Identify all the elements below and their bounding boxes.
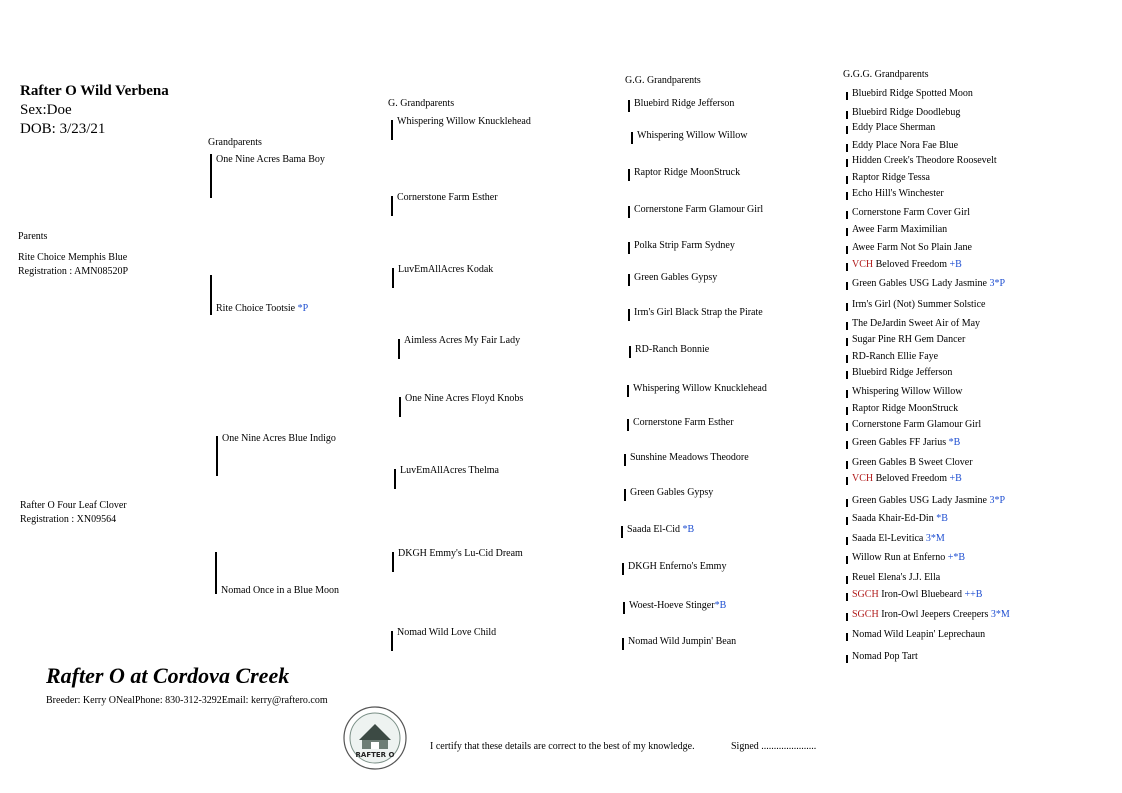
gg-grandparent-name: Cornerstone Farm Glamour Girl	[634, 204, 764, 215]
gg-grandparent-name: Nomad Wild Jumpin' Bean	[628, 636, 737, 647]
ggg-grandparent-name: Cornerstone Farm Glamour Girl	[852, 419, 982, 430]
gg-grandparent-name: Irm's Girl Black Strap the Pirate	[634, 307, 763, 318]
pedigree-connector-line	[399, 397, 401, 417]
gg-grandparent-name: Polka Strip Farm Sydney	[634, 240, 735, 251]
ggg-grandparent-title: VCH	[852, 259, 876, 270]
pedigree-connector-line	[631, 132, 633, 144]
signature-line: Signed ......................	[731, 741, 817, 752]
ggg-grandparent-name: Irm's Girl (Not) Summer Solstice	[852, 299, 986, 310]
ggg-grandparent-name: Nomad Wild Leapin' Leprechaun	[852, 629, 986, 640]
header-ggg-grandparents: G.G.G. Grandparents	[843, 69, 929, 80]
ggg-grandparent-name: Awee Farm Maximilian	[852, 224, 948, 235]
pedigree-connector-line	[846, 303, 848, 311]
gg-grandparent-name: Raptor Ridge MoonStruck	[634, 167, 741, 178]
pedigree-connector-line	[392, 552, 394, 572]
grandparent-name: One Nine Acres Bama Boy	[216, 154, 325, 165]
pedigree-connector-line	[846, 211, 848, 219]
g-grandparent-name: LuvEmAllAcres Thelma	[400, 465, 499, 476]
ggg-grandparent-name: Iron-Owl Jeepers Creepers	[881, 609, 991, 620]
pedigree-connector-line	[846, 159, 848, 167]
ggg-grandparent-name: Cornerstone Farm Cover Girl	[852, 207, 971, 218]
header-grandparents: Grandparents	[208, 137, 262, 148]
ggg-grandparent-name: Green Gables FF Jarius	[852, 437, 949, 448]
gg-grandparent-name: Green Gables Gypsy	[634, 272, 718, 283]
pedigree-connector-line	[216, 436, 218, 476]
grandparent-name: Rite Choice Tootsie	[216, 303, 298, 314]
ggg-grandparent-name: Nomad Pop Tart	[852, 651, 918, 662]
gg-grandparent-name: Bluebird Ridge Jefferson	[634, 98, 735, 109]
ggg-grandparent-award: 3*P	[989, 495, 1006, 506]
sire-name: Rite Choice Memphis Blue	[18, 252, 128, 263]
pedigree-connector-line	[398, 339, 400, 359]
pedigree-connector-line	[846, 92, 848, 100]
ggg-grandparent-name: Bluebird Ridge Spotted Moon	[852, 88, 973, 99]
ggg-grandparent-name: Bluebird Ridge Doodlebug	[852, 107, 961, 118]
pedigree-connector-line	[846, 537, 848, 545]
pedigree-connector-line	[622, 638, 624, 650]
ggg-grandparent-name: Saada El-Levitica	[852, 533, 926, 544]
g-grandparent-name: Aimless Acres My Fair Lady	[404, 335, 521, 346]
ggg-grandparent-name: The DeJardin Sweet Air of May	[852, 318, 981, 329]
ggg-grandparent-name: Beloved Freedom	[875, 259, 950, 270]
ggg-grandparent-name: Whispering Willow Willow	[852, 386, 963, 397]
certification-text: I certify that these details are correct to the best of my knowledge.	[430, 741, 695, 752]
pedigree-connector-line	[394, 469, 396, 489]
gg-grandparent-name: Woest-Hoeve Stinger	[629, 600, 715, 611]
pedigree-connector-line	[629, 346, 631, 358]
dam-name: Rafter O Four Leaf Clover	[20, 500, 127, 511]
gg-grandparent-name: Green Gables Gypsy	[630, 487, 714, 498]
pedigree-connector-line	[846, 228, 848, 236]
pedigree-connector-line	[846, 282, 848, 290]
animal-sex: Sex:Doe	[20, 102, 72, 118]
breeder-info: Breeder: Kerry ONealPhone: 830-312-3292Email: kerry@raftero.com	[46, 695, 328, 706]
animal-dob: DOB: 3/23/21	[20, 121, 106, 137]
ggg-grandparent-name: Eddy Place Nora Fae Blue	[852, 140, 959, 151]
pedigree-connector-line	[627, 385, 629, 397]
g-grandparent-name: Whispering Willow Knucklehead	[397, 116, 531, 127]
ggg-grandparent-award: *B	[948, 437, 961, 448]
pedigree-connector-line	[846, 371, 848, 379]
pedigree-connector-line	[846, 126, 848, 134]
pedigree-connector-line	[846, 633, 848, 641]
pedigree-connector-line	[846, 355, 848, 363]
pedigree-connector-line	[391, 196, 393, 216]
pedigree-connector-line	[210, 154, 212, 198]
ggg-grandparent-name: Iron-Owl Bluebeard	[881, 589, 965, 600]
pedigree-connector-line	[391, 631, 393, 651]
pedigree-connector-line	[846, 263, 848, 271]
gg-grandparent-name: RD-Ranch Bonnie	[635, 344, 710, 355]
sire-registration: Registration : AMN08520P	[18, 266, 129, 277]
header-gg-grandparents: G.G. Grandparents	[625, 75, 701, 86]
kennel-name: Rafter O at Cordova Creek	[46, 663, 290, 688]
pedigree-connector-line	[621, 526, 623, 538]
pedigree-connector-line	[846, 246, 848, 254]
ggg-grandparent-name: Eddy Place Sherman	[852, 122, 936, 133]
pedigree-connector-line	[624, 489, 626, 501]
pedigree-connector-line	[846, 477, 848, 485]
pedigree-connector-line	[846, 322, 848, 330]
pedigree-connector-line	[628, 242, 630, 254]
animal-name: Rafter O Wild Verbena	[20, 83, 169, 99]
ggg-grandparent-name: Bluebird Ridge Jefferson	[852, 367, 953, 378]
gg-grandparent-award: *B	[714, 600, 727, 611]
pedigree-connector-line	[623, 602, 625, 614]
pedigree-connector-line	[622, 563, 624, 575]
ggg-grandparent-award: +B	[949, 259, 962, 270]
g-grandparent-name: DKGH Emmy's Lu-Cid Dream	[398, 548, 523, 559]
pedigree-connector-line	[846, 144, 848, 152]
grandparent-name: Nomad Once in a Blue Moon	[221, 585, 340, 596]
pedigree-connector-line	[846, 390, 848, 398]
ggg-grandparent-name: Raptor Ridge Tessa	[852, 172, 930, 183]
dam-registration: Registration : XN09564	[20, 514, 117, 525]
pedigree-connector-line	[392, 268, 394, 288]
header-g-grandparents: G. Grandparents	[388, 98, 455, 109]
pedigree-connector-line	[846, 176, 848, 184]
pedigree-connector-line	[210, 275, 212, 315]
pedigree-connector-line	[846, 423, 848, 431]
gg-grandparent-name: Sunshine Meadows Theodore	[630, 452, 749, 463]
pedigree-connector-line	[628, 309, 630, 321]
ggg-grandparent-award: +*B	[947, 552, 966, 563]
pedigree-connector-line	[846, 517, 848, 525]
ggg-grandparent-name: Green Gables USG Lady Jasmine	[852, 278, 990, 289]
pedigree-connector-line	[846, 593, 848, 601]
ggg-grandparent-name: Saada Khair-Ed-Din	[852, 513, 937, 524]
pedigree-connector-line	[846, 461, 848, 469]
ggg-grandparent-award: 3*P	[989, 278, 1006, 289]
gg-grandparent-name: Cornerstone Farm Esther	[633, 417, 734, 428]
gg-grandparent-award: *B	[682, 524, 695, 535]
pedigree-connector-line	[846, 556, 848, 564]
ggg-grandparent-name: RD-Ranch Ellie Faye	[852, 351, 939, 362]
ggg-grandparent-name: Reuel Elena's J.J. Ella	[852, 572, 941, 583]
ggg-grandparent-name: Green Gables USG Lady Jasmine	[852, 495, 990, 506]
pedigree-connector-line	[391, 120, 393, 140]
ggg-grandparent-name: Hidden Creek's Theodore Roosevelt	[852, 155, 997, 166]
pedigree-connector-line	[846, 655, 848, 663]
pedigree-connector-line	[215, 552, 217, 594]
grandparent-award: *P	[297, 303, 309, 314]
ggg-grandparent-award: 3*M	[990, 609, 1010, 620]
gg-grandparent-name: Whispering Willow Willow	[637, 130, 748, 141]
pedigree-connector-line	[628, 100, 630, 112]
pedigree-connector-line	[627, 419, 629, 431]
rafter-o-logo-icon	[343, 706, 407, 770]
gg-grandparent-name: DKGH Enferno's Emmy	[628, 561, 727, 572]
gg-grandparent-name: Saada El-Cid	[627, 524, 683, 535]
pedigree-connector-line	[846, 407, 848, 415]
g-grandparent-name: One Nine Acres Floyd Knobs	[405, 393, 524, 404]
pedigree-connector-line	[628, 206, 630, 218]
pedigree-connector-line	[624, 454, 626, 466]
pedigree-connector-line	[628, 274, 630, 286]
ggg-grandparent-name: Green Gables B Sweet Clover	[852, 457, 973, 468]
pedigree-connector-line	[846, 192, 848, 200]
ggg-grandparent-name: Echo Hill's Winchester	[852, 188, 944, 199]
ggg-grandparent-name: Willow Run at Enferno	[852, 552, 948, 563]
pedigree-connector-line	[846, 499, 848, 507]
header-parents: Parents	[18, 231, 48, 242]
ggg-grandparent-award: ++B	[964, 589, 983, 600]
ggg-grandparent-name: Sugar Pine RH Gem Dancer	[852, 334, 966, 345]
gg-grandparent-name: Whispering Willow Knucklehead	[633, 383, 767, 394]
g-grandparent-name: Nomad Wild Love Child	[397, 627, 497, 638]
pedigree-connector-line	[846, 338, 848, 346]
pedigree-connector-line	[846, 613, 848, 621]
pedigree-connector-line	[846, 441, 848, 449]
ggg-grandparent-award: 3*M	[925, 533, 945, 544]
pedigree-connector-line	[846, 111, 848, 119]
ggg-grandparent-title: SGCH	[852, 589, 882, 600]
ggg-grandparent-name: Raptor Ridge MoonStruck	[852, 403, 959, 414]
grandparent-name: One Nine Acres Blue Indigo	[222, 433, 336, 444]
ggg-grandparent-title: VCH	[852, 473, 876, 484]
ggg-grandparent-name: Awee Farm Not So Plain Jane	[852, 242, 972, 253]
pedigree-connector-line	[628, 169, 630, 181]
ggg-grandparent-award: +B	[949, 473, 962, 484]
g-grandparent-name: Cornerstone Farm Esther	[397, 192, 498, 203]
ggg-grandparent-title: SGCH	[852, 609, 882, 620]
ggg-grandparent-award: *B	[936, 513, 948, 524]
svg-text:RAFTER O: RAFTER O	[355, 751, 395, 759]
ggg-grandparent-name: Beloved Freedom	[875, 473, 950, 484]
pedigree-connector-line	[846, 576, 848, 584]
g-grandparent-name: LuvEmAllAcres Kodak	[398, 264, 494, 275]
